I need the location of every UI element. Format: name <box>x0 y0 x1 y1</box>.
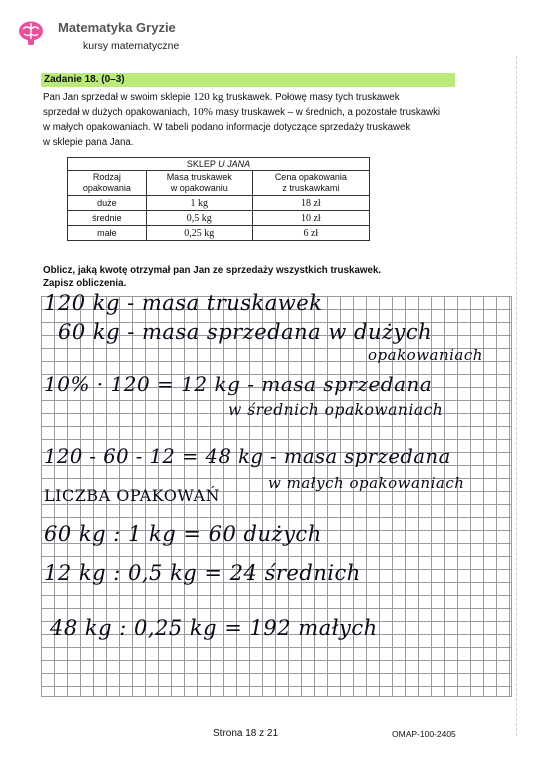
handwritten-line: 12 kg : 0,5 kg = 24 średnich <box>44 561 361 585</box>
task-title: Zadanie 18. (0–3) <box>44 74 125 85</box>
table-row <box>68 196 370 211</box>
handwritten-line: opakowaniach <box>368 346 483 364</box>
task-line: sprzedał w dużych opakowaniach, 10% masy truskawek – w średnich, a pozostałe truskawki <box>43 106 441 118</box>
table-cell: 0,25 kg <box>146 226 252 241</box>
handwritten-line: 120 - 60 - 12 = 48 kg - masa sprzedana <box>44 445 451 468</box>
handwritten-line: 48 kg : 0,25 kg = 192 małych <box>50 616 378 640</box>
brand-title: Matematyka Gryzie <box>58 20 176 35</box>
handwritten-line: 10% · 120 = 12 kg - masa sprzedana <box>44 372 433 396</box>
instructions <box>43 264 381 290</box>
table-cell: 18 zł <box>252 196 369 211</box>
table-cell: małe <box>68 226 147 241</box>
column-header: Masa truskawek w opakowaniu <box>146 171 252 196</box>
task-line: w małych opakowaniach. W tabeli podano informacje dotyczące sprzedaży truskawek <box>43 122 411 133</box>
page-edge-divider <box>516 56 517 736</box>
table-cell: średnie <box>68 211 147 226</box>
column-header: Cena opakowania z truskawkami <box>252 171 369 196</box>
task-line: w sklepie pana Jana. <box>43 137 134 148</box>
table-row <box>68 226 370 241</box>
table-cell: 10 zł <box>252 211 369 226</box>
table-row <box>68 211 370 226</box>
exam-code: OMAP-100-2405 <box>392 729 456 739</box>
column-header: Rodzaj opakowania <box>68 171 147 196</box>
page-number: Strona 18 z 21 <box>213 728 279 739</box>
instruction-line: Zapisz obliczenia. <box>43 278 127 289</box>
handwritten-line: 120 kg - masa truskawek <box>44 291 323 315</box>
task-line: Pan Jan sprzedał w swoim sklepie 120 kg truskawek. Połowę masy tych truskawek <box>43 91 400 103</box>
shop-table <box>67 157 370 241</box>
brand-subtitle: kursy matematyczne <box>83 40 180 52</box>
table-cell: 0,5 kg <box>146 211 252 226</box>
instruction-line: Oblicz, jaką kwotę otrzymał pan Jan ze sprzedaży wszystkich truskawek. <box>43 265 382 276</box>
handwritten-line: 60 kg - masa sprzedana w dużych <box>58 320 433 344</box>
brain-logo-icon <box>17 19 45 47</box>
table-cell: duże <box>68 196 147 211</box>
task-description <box>43 90 463 150</box>
handwritten-line: w średnich opakowaniach <box>228 401 444 419</box>
handwritten-line: LICZBA OPAKOWAŃ <box>44 486 221 505</box>
handwritten-line: w małych opakowaniach <box>268 474 465 492</box>
table-caption: SKLEP U JANA <box>68 158 370 171</box>
handwritten-line: 60 kg : 1 kg = 60 dużych <box>44 522 322 546</box>
table-cell: 6 zł <box>252 226 369 241</box>
table-cell: 1 kg <box>146 196 252 211</box>
